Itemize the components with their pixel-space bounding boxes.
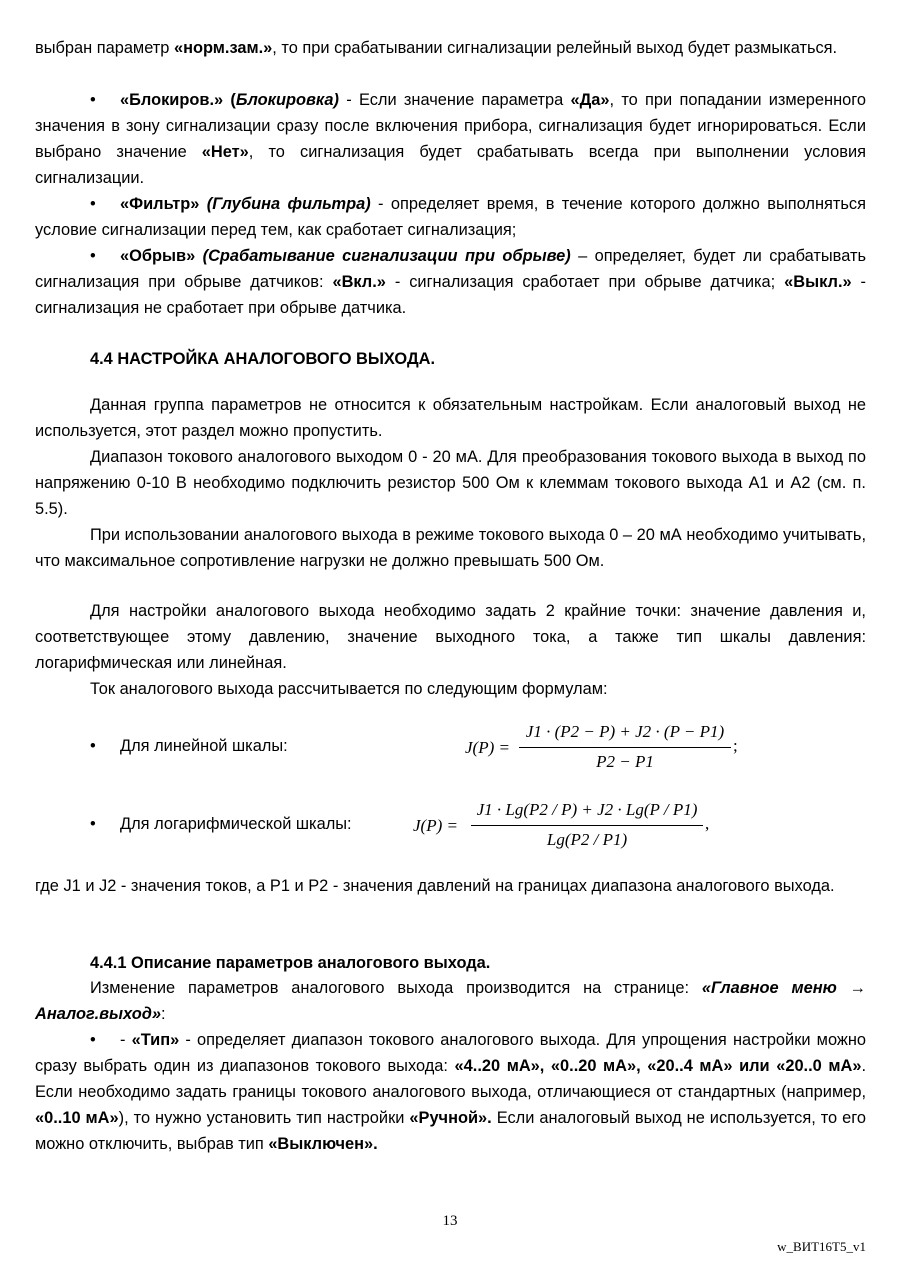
text: , то при попадании измеренного значения в зону сигнализации сразу после включения прибора, сигнализация будет игнорироваться. Если выбрано значение bbox=[35, 91, 866, 161]
formula-lhs: J(P) = bbox=[465, 738, 510, 757]
bullet-filter bbox=[35, 191, 866, 243]
text: , то сигнализация будет срабатывать всегда при выполнении условия сигнализации. bbox=[35, 143, 866, 187]
formula-lhs: J(P) = bbox=[413, 816, 458, 835]
text: : bbox=[161, 1005, 166, 1023]
bold-term: «Выкл.» bbox=[784, 273, 852, 291]
document-footer-id: w_ВИТ16Т5_v1 bbox=[777, 1239, 866, 1254]
paragraph-range: Диапазон токового аналогового выходом 0 - 20 мА. Для преобразования токового выхода в выход по напряжению 0-10 В необходимо подключить резистор 500 Ом к клеммам токового выхода А1 и А2 (см. п. 5.5). bbox=[35, 448, 866, 518]
formula-numerator: J1 · (P2 − P) + J2 · (P − P1) bbox=[525, 722, 725, 741]
formula-label: Для линейной шкалы: bbox=[120, 737, 288, 755]
text: Если аналоговый выход не используется, то его можно отключить, выбрав тип bbox=[35, 1109, 867, 1153]
bullet-icon: • bbox=[90, 737, 96, 755]
page-number: 13 bbox=[442, 1213, 458, 1229]
formula-label: Для логарифмической шкалы: bbox=[120, 815, 352, 833]
paragraph-norm-zam bbox=[35, 35, 866, 61]
bold-term: «Нет» bbox=[201, 143, 249, 161]
bullet-icon: • bbox=[90, 1031, 96, 1049]
section-heading-4-4: 4.4 НАСТРОЙКА АНАЛОГОВОГО ВЫХОДА. bbox=[90, 350, 436, 368]
text: - Если значение параметра bbox=[339, 91, 571, 109]
paragraph-change bbox=[35, 975, 866, 1027]
fraction-bar bbox=[471, 825, 703, 826]
bullet-icon: • bbox=[90, 247, 96, 265]
text: ( bbox=[223, 91, 236, 109]
text: - сигнализация сработает при обрыве датчика; bbox=[385, 273, 785, 291]
bold-term: «Ручной». bbox=[409, 1109, 492, 1127]
bold-term: «Вкл.» bbox=[332, 273, 386, 291]
formula-punctuation: ; bbox=[733, 736, 738, 755]
fraction-bar bbox=[519, 747, 731, 748]
bold-term: «Да» bbox=[570, 91, 610, 109]
text: – определяет, будет ли срабатывать сигнализация при обрыве датчиков: bbox=[35, 247, 866, 291]
bullet-obryv bbox=[35, 243, 866, 321]
text: выбран параметр bbox=[35, 39, 174, 57]
bold-term: «4..20 мА», «0..20 мА», «20..4 мА» или «20..0 мА» bbox=[454, 1057, 862, 1075]
text: - сигнализация не сработает при обрыве датчика. bbox=[35, 273, 867, 317]
bold-term: «Обрыв» bbox=[120, 247, 196, 265]
italic-term: Блокировка) bbox=[235, 91, 339, 109]
bullet-type bbox=[35, 1027, 866, 1157]
formula-linear-row bbox=[35, 718, 866, 774]
formula-numerator: J1 · Lg(P2 / P) + J2 · Lg(P / P1) bbox=[476, 800, 698, 819]
paragraph-load: При использовании аналогового выхода в режиме токового выхода 0 – 20 мА необходимо учитывать, что максимальное сопротивление нагрузки не должно превышать 500 Ом. bbox=[35, 526, 866, 570]
bullet-icon: • bbox=[90, 815, 96, 833]
text: - bbox=[120, 1031, 132, 1049]
bold-term: «Фильтр» bbox=[120, 195, 200, 213]
paragraph-intro: Данная группа параметров не относится к обязательным настройкам. Если аналоговый выход не используется, этот раздел можно пропустить. bbox=[35, 396, 866, 440]
text: - определяет время, в течение которого должно выполняться условие сигнализации перед тем, как сработает сигнализация; bbox=[35, 195, 866, 239]
formula-log bbox=[413, 800, 713, 856]
text: - определяет диапазон токового аналогового выхода. Для упрощения настройки можно сразу выбрать один из диапазонов токового выхода: bbox=[35, 1031, 867, 1075]
formula-denominator: Lg(P2 / P1) bbox=[546, 830, 628, 849]
paragraph-formulas-intro: Ток аналогового выхода рассчитывается по следующим формулам: bbox=[90, 680, 608, 698]
menu-path: «Главное меню → Аналог.выход» bbox=[35, 979, 866, 1023]
bold-term: «Тип» bbox=[131, 1031, 180, 1049]
bullet-blokirov bbox=[35, 87, 866, 191]
section-heading-4-4-1: 4.4.1 Описание параметров аналогового выхода. bbox=[90, 954, 491, 972]
paragraph-where: где J1 и J2 - значения токов, а Р1 и Р2 - значения давлений на границах диапазона аналогового выхода. bbox=[35, 877, 835, 895]
text: , то при срабатывании сигнализации релейный выход будет размыкаться. bbox=[272, 39, 838, 57]
italic-term: (Срабатывание сигнализации при обрыве) bbox=[195, 247, 571, 265]
formula-log-row bbox=[35, 796, 866, 852]
formula-punctuation: , bbox=[705, 814, 710, 833]
formula-linear bbox=[465, 722, 745, 778]
bold-term: «норм.зам.» bbox=[173, 39, 273, 57]
bold-term: «0..10 мА» bbox=[35, 1109, 119, 1127]
bullet-icon: • bbox=[90, 91, 96, 109]
paragraph-points: Для настройки аналогового выхода необходимо задать 2 крайние точки: значение давления и, соответствующее этому давлению, значение выходного тока, а также тип шкалы давления: логарифмическая или линейная. bbox=[35, 602, 866, 672]
bullet-icon: • bbox=[90, 195, 96, 213]
text: . Если необходимо задать границы токового аналогового выхода, отличающиеся от стандартных (например, bbox=[35, 1057, 866, 1101]
text: Изменение параметров аналогового выхода производится на странице: bbox=[90, 979, 702, 997]
italic-term: (Глубина фильтра) bbox=[199, 195, 371, 213]
formula-denominator: P2 − P1 bbox=[596, 752, 654, 771]
bold-term: «Выключен». bbox=[268, 1135, 378, 1153]
text: ), то нужно установить тип настройки bbox=[118, 1109, 410, 1127]
bold-term: «Блокиров.» bbox=[120, 91, 224, 109]
